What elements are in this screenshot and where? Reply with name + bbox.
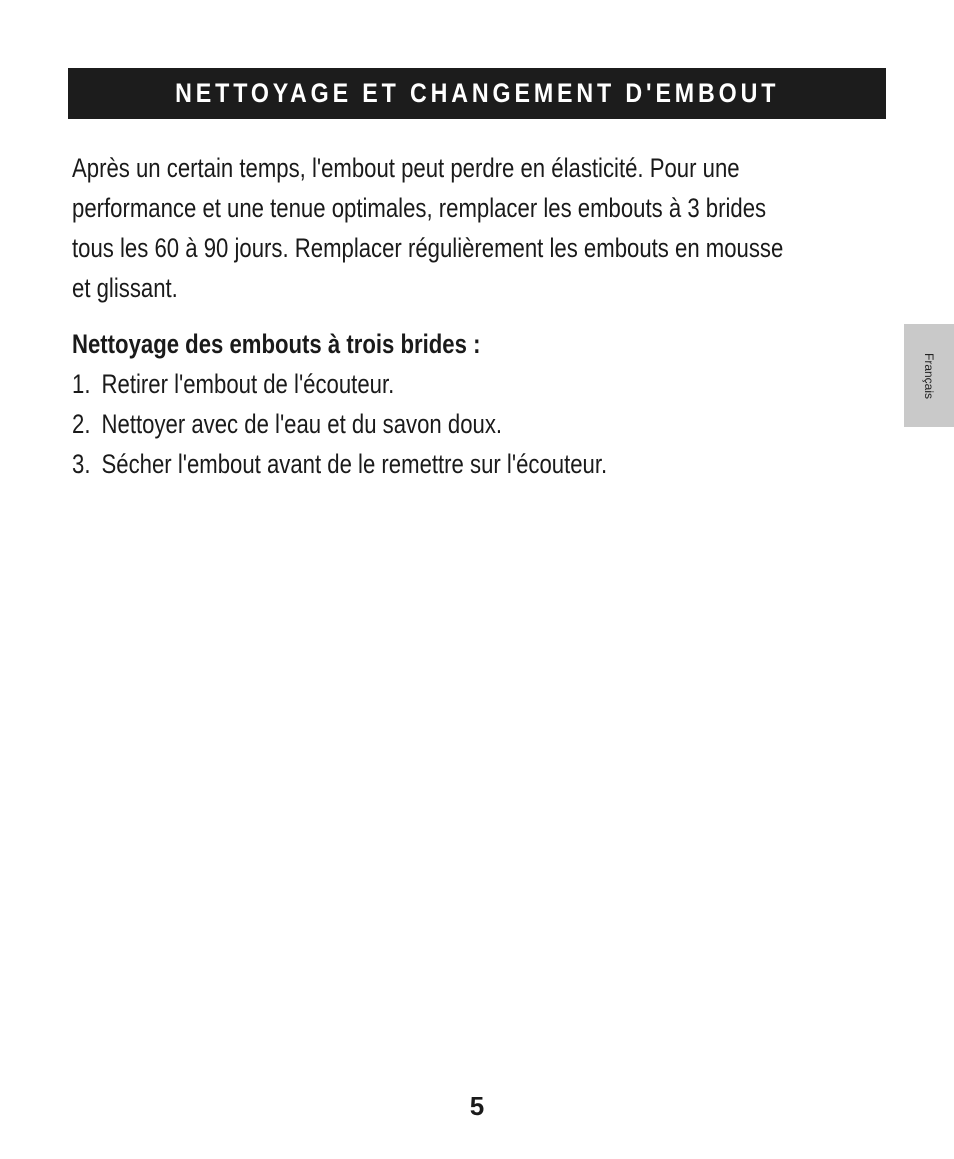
step-number: 2. (72, 409, 91, 439)
cleaning-heading: Nettoyage des embouts à trois brides : (72, 329, 481, 359)
page-number: 5 (469, 1091, 485, 1121)
step-text: Sécher l'embout avant de le remettre sur l'écouteur. (101, 449, 608, 479)
language-tab (904, 324, 954, 427)
intro-line: Après un certain temps, l'embout peut perdre en élasticité. Pour une (72, 153, 740, 183)
step-item (72, 404, 607, 444)
intro-paragraph (72, 148, 852, 308)
cleaning-steps-list (72, 364, 725, 484)
intro-line: et glissant. (72, 273, 178, 303)
page-title: NETTOYAGE ET CHANGEMENT D'EMBOUT (174, 78, 780, 108)
step-text: Retirer l'embout de l'écouteur. (101, 369, 395, 399)
step-number: 3. (72, 449, 91, 479)
step-item (72, 444, 607, 484)
step-text: Nettoyer avec de l'eau et du savon doux. (101, 409, 503, 439)
step-number: 1. (72, 369, 91, 399)
intro-line: tous les 60 à 90 jours. Remplacer régulièrement les embouts en mousse (72, 233, 784, 263)
language-label: Français (921, 352, 936, 399)
section-title-bar (68, 68, 886, 119)
step-item (72, 364, 607, 404)
intro-line: performance et une tenue optimales, remplacer les embouts à 3 brides (72, 193, 767, 223)
